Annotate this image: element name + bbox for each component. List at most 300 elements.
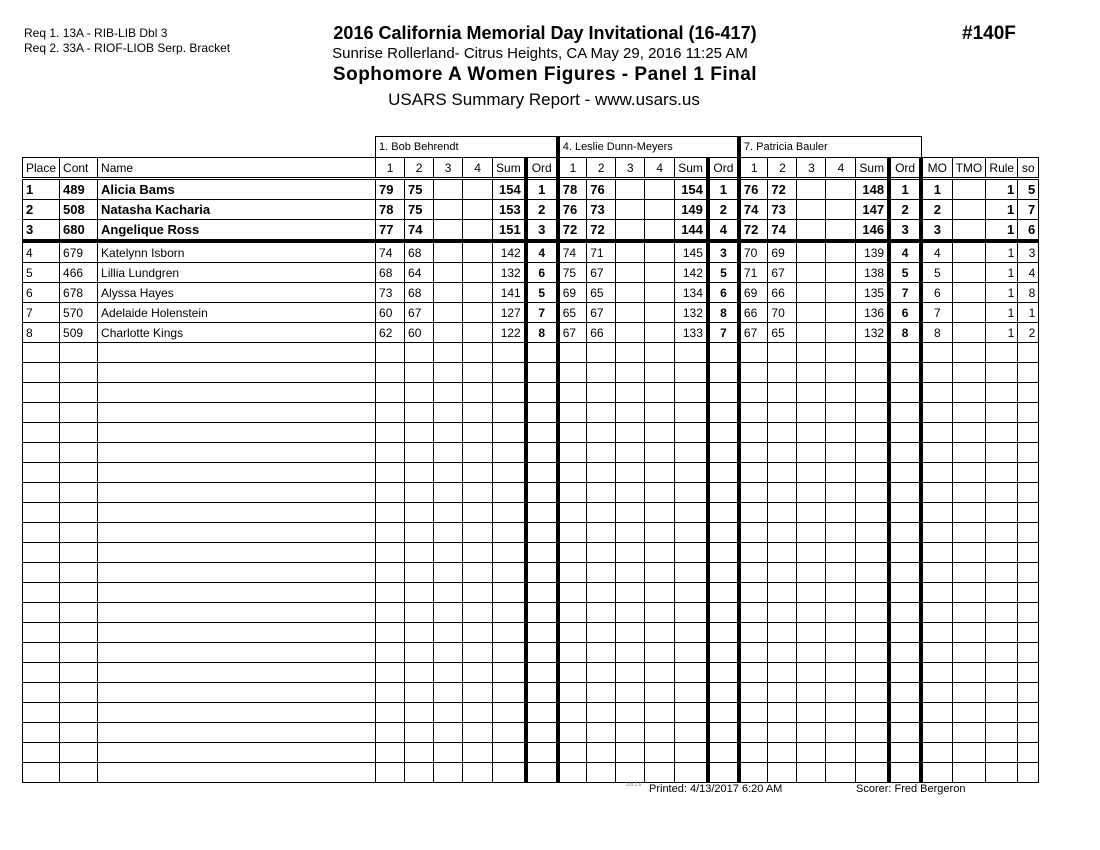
empty-cell bbox=[463, 383, 493, 403]
empty-cell bbox=[616, 423, 645, 443]
empty-cell bbox=[23, 743, 60, 763]
empty-cell bbox=[376, 663, 405, 683]
empty-cell bbox=[889, 683, 921, 703]
empty-cell bbox=[739, 343, 768, 363]
requirement-1: Req 1. 13A - RIB-LIB Dbl 3 bbox=[24, 26, 168, 40]
empty-cell bbox=[463, 343, 493, 363]
rule: 1 bbox=[986, 200, 1018, 220]
empty-cell bbox=[797, 523, 826, 543]
majority-ordinal: 3 bbox=[921, 220, 952, 242]
empty-cell bbox=[434, 703, 463, 723]
empty-cell bbox=[889, 643, 921, 663]
empty-cell bbox=[889, 383, 921, 403]
j2-sum: 134 bbox=[675, 283, 708, 303]
empty-cell bbox=[645, 663, 675, 683]
j1-ordinal: 5 bbox=[526, 283, 558, 303]
empty-cell bbox=[675, 343, 708, 363]
empty-cell bbox=[493, 343, 526, 363]
judge-3-name: 7. Patricia Bauler bbox=[739, 137, 921, 158]
empty-cell bbox=[797, 603, 826, 623]
empty-cell bbox=[675, 383, 708, 403]
empty-cell bbox=[98, 583, 376, 603]
empty-cell bbox=[986, 523, 1018, 543]
empty-cell bbox=[768, 383, 797, 403]
empty-cell bbox=[405, 463, 434, 483]
empty-cell bbox=[739, 503, 768, 523]
empty-cell bbox=[675, 423, 708, 443]
j1-score-4 bbox=[463, 179, 493, 200]
empty-cell bbox=[708, 523, 739, 543]
contestant-number: 678 bbox=[60, 283, 98, 303]
j3-sum: 132 bbox=[856, 323, 889, 343]
empty-cell bbox=[797, 663, 826, 683]
column-header-1: 1 bbox=[558, 158, 587, 179]
empty-cell bbox=[376, 443, 405, 463]
empty-cell bbox=[952, 483, 986, 503]
j1-score-3 bbox=[434, 323, 463, 343]
j2-score-2: 71 bbox=[587, 241, 616, 263]
empty-cell bbox=[739, 643, 768, 663]
empty-cell bbox=[616, 543, 645, 563]
j3-score-3 bbox=[797, 241, 826, 263]
total-majority-ordinal bbox=[952, 220, 986, 242]
empty-cell bbox=[986, 743, 1018, 763]
j3-sum: 146 bbox=[856, 220, 889, 242]
empty-cell bbox=[493, 703, 526, 723]
empty-cell bbox=[645, 543, 675, 563]
empty-cell bbox=[493, 583, 526, 603]
empty-cell bbox=[797, 503, 826, 523]
empty-cell bbox=[986, 543, 1018, 563]
j3-score-4 bbox=[826, 283, 856, 303]
empty-cell bbox=[60, 623, 98, 643]
empty-cell bbox=[768, 643, 797, 663]
empty-cell bbox=[558, 503, 587, 523]
empty-cell bbox=[797, 723, 826, 743]
j2-score-3 bbox=[616, 241, 645, 263]
j1-sum: 122 bbox=[493, 323, 526, 343]
empty-cell bbox=[493, 463, 526, 483]
empty-cell bbox=[645, 603, 675, 623]
empty-cell bbox=[986, 363, 1018, 383]
empty-cell bbox=[558, 443, 587, 463]
j3-ordinal: 8 bbox=[889, 323, 921, 343]
empty-cell bbox=[98, 443, 376, 463]
j2-score-3 bbox=[616, 179, 645, 200]
empty-cell bbox=[768, 483, 797, 503]
empty-cell bbox=[493, 663, 526, 683]
empty-cell bbox=[616, 443, 645, 463]
column-header-3: 3 bbox=[616, 158, 645, 179]
empty-cell bbox=[376, 423, 405, 443]
empty-cell bbox=[826, 623, 856, 643]
place: 2 bbox=[23, 200, 60, 220]
j3-score-2: 67 bbox=[768, 263, 797, 283]
empty-cell bbox=[675, 543, 708, 563]
column-header-place: Place bbox=[23, 158, 60, 179]
j1-ordinal: 4 bbox=[526, 241, 558, 263]
empty-cell bbox=[645, 383, 675, 403]
empty-cell bbox=[797, 383, 826, 403]
column-header-4: 4 bbox=[463, 158, 493, 179]
j2-score-3 bbox=[616, 283, 645, 303]
j2-ordinal: 2 bbox=[708, 200, 739, 220]
empty-cell bbox=[826, 423, 856, 443]
j3-score-4 bbox=[826, 220, 856, 242]
empty-row bbox=[23, 663, 1039, 683]
empty-cell bbox=[889, 443, 921, 463]
j2-score-1: 72 bbox=[558, 220, 587, 242]
empty-cell bbox=[558, 723, 587, 743]
empty-cell bbox=[708, 463, 739, 483]
empty-cell bbox=[376, 763, 405, 783]
empty-cell bbox=[739, 743, 768, 763]
empty-cell bbox=[708, 743, 739, 763]
empty-cell bbox=[434, 423, 463, 443]
empty-cell bbox=[405, 423, 434, 443]
empty-cell bbox=[826, 683, 856, 703]
empty-cell bbox=[463, 583, 493, 603]
empty-cell bbox=[856, 603, 889, 623]
empty-cell bbox=[587, 743, 616, 763]
empty-cell bbox=[739, 583, 768, 603]
empty-cell bbox=[952, 503, 986, 523]
empty-cell bbox=[708, 363, 739, 383]
empty-cell bbox=[797, 443, 826, 463]
empty-cell bbox=[708, 643, 739, 663]
empty-cell bbox=[587, 503, 616, 523]
empty-cell bbox=[856, 343, 889, 363]
j3-score-2: 65 bbox=[768, 323, 797, 343]
j3-ordinal: 4 bbox=[889, 241, 921, 263]
empty-cell bbox=[434, 643, 463, 663]
empty-cell bbox=[463, 543, 493, 563]
empty-cell bbox=[376, 703, 405, 723]
empty-cell bbox=[23, 603, 60, 623]
competition-title: 2016 California Memorial Day Invitational (16-417) bbox=[333, 23, 757, 43]
empty-cell bbox=[405, 483, 434, 503]
empty-cell bbox=[675, 763, 708, 783]
empty-row bbox=[23, 403, 1039, 423]
contestant-number: 509 bbox=[60, 323, 98, 343]
j3-score-4 bbox=[826, 263, 856, 283]
empty-cell bbox=[797, 343, 826, 363]
empty-cell bbox=[616, 643, 645, 663]
place: 3 bbox=[23, 220, 60, 242]
empty-row bbox=[23, 643, 1039, 663]
j1-score-4 bbox=[463, 241, 493, 263]
column-header-3: 3 bbox=[434, 158, 463, 179]
empty-cell bbox=[889, 723, 921, 743]
j3-ordinal: 6 bbox=[889, 303, 921, 323]
rule: 1 bbox=[986, 220, 1018, 242]
empty-cell bbox=[463, 603, 493, 623]
empty-cell bbox=[558, 583, 587, 603]
empty-cell bbox=[60, 523, 98, 543]
j1-score-1: 79 bbox=[376, 179, 405, 200]
empty-cell bbox=[797, 743, 826, 763]
empty-cell bbox=[616, 623, 645, 643]
empty-cell bbox=[826, 383, 856, 403]
judge-1-name: 1. Bob Behrendt bbox=[376, 137, 558, 158]
empty-cell bbox=[921, 663, 952, 683]
empty-cell bbox=[60, 443, 98, 463]
empty-cell bbox=[797, 683, 826, 703]
empty-cell bbox=[98, 743, 376, 763]
j2-sum: 154 bbox=[675, 179, 708, 200]
empty-cell bbox=[768, 723, 797, 743]
empty-cell bbox=[98, 423, 376, 443]
j1-ordinal: 2 bbox=[526, 200, 558, 220]
empty-row bbox=[23, 343, 1039, 363]
empty-cell bbox=[826, 643, 856, 663]
j3-ordinal: 5 bbox=[889, 263, 921, 283]
empty-cell bbox=[826, 363, 856, 383]
empty-cell bbox=[23, 363, 60, 383]
j1-score-4 bbox=[463, 303, 493, 323]
j2-ordinal: 1 bbox=[708, 179, 739, 200]
empty-cell bbox=[921, 543, 952, 563]
empty-cell bbox=[1018, 503, 1039, 523]
empty-cell bbox=[675, 483, 708, 503]
empty-cell bbox=[675, 463, 708, 483]
empty-cell bbox=[645, 483, 675, 503]
empty-cell bbox=[768, 563, 797, 583]
empty-cell bbox=[23, 483, 60, 503]
j1-sum: 141 bbox=[493, 283, 526, 303]
empty-cell bbox=[739, 523, 768, 543]
judge-header-row bbox=[23, 137, 1039, 158]
j3-sum: 148 bbox=[856, 179, 889, 200]
rule: 1 bbox=[986, 283, 1018, 303]
empty-cell bbox=[1018, 603, 1039, 623]
spacer bbox=[921, 137, 1039, 158]
empty-cell bbox=[952, 343, 986, 363]
empty-cell bbox=[23, 623, 60, 643]
column-header-ord: Ord bbox=[526, 158, 558, 179]
empty-cell bbox=[768, 603, 797, 623]
empty-cell bbox=[463, 523, 493, 543]
j3-ordinal: 1 bbox=[889, 179, 921, 200]
empty-cell bbox=[558, 523, 587, 543]
empty-cell bbox=[797, 643, 826, 663]
empty-cell bbox=[526, 483, 558, 503]
empty-cell bbox=[768, 343, 797, 363]
j1-score-1: 74 bbox=[376, 241, 405, 263]
empty-cell bbox=[60, 743, 98, 763]
j2-score-1: 65 bbox=[558, 303, 587, 323]
empty-cell bbox=[587, 603, 616, 623]
empty-cell bbox=[587, 443, 616, 463]
empty-cell bbox=[1018, 583, 1039, 603]
empty-cell bbox=[889, 743, 921, 763]
empty-cell bbox=[23, 503, 60, 523]
empty-cell bbox=[986, 463, 1018, 483]
column-header-2: 2 bbox=[587, 158, 616, 179]
empty-cell bbox=[826, 583, 856, 603]
empty-cell bbox=[405, 723, 434, 743]
empty-cell bbox=[376, 543, 405, 563]
empty-cell bbox=[526, 423, 558, 443]
j2-sum: 132 bbox=[675, 303, 708, 323]
empty-cell bbox=[768, 583, 797, 603]
empty-cell bbox=[376, 463, 405, 483]
column-header-2: 2 bbox=[405, 158, 434, 179]
j1-score-1: 77 bbox=[376, 220, 405, 242]
j1-score-2: 75 bbox=[405, 179, 434, 200]
empty-cell bbox=[768, 423, 797, 443]
empty-cell bbox=[493, 643, 526, 663]
empty-cell bbox=[405, 643, 434, 663]
table-row bbox=[23, 179, 1039, 200]
empty-cell bbox=[60, 643, 98, 663]
empty-cell bbox=[23, 403, 60, 423]
j1-sum: 132 bbox=[493, 263, 526, 283]
j2-score-4 bbox=[645, 323, 675, 343]
empty-cell bbox=[526, 603, 558, 623]
empty-cell bbox=[889, 423, 921, 443]
empty-cell bbox=[826, 463, 856, 483]
empty-cell bbox=[587, 643, 616, 663]
empty-cell bbox=[463, 663, 493, 683]
empty-cell bbox=[1018, 683, 1039, 703]
j3-score-2: 70 bbox=[768, 303, 797, 323]
event-title: Sophomore A Women Figures - Panel 1 Final bbox=[332, 64, 758, 85]
empty-cell bbox=[405, 583, 434, 603]
empty-cell bbox=[60, 663, 98, 683]
empty-cell bbox=[376, 343, 405, 363]
j1-score-2: 74 bbox=[405, 220, 434, 242]
empty-cell bbox=[921, 443, 952, 463]
empty-cell bbox=[23, 463, 60, 483]
empty-cell bbox=[558, 363, 587, 383]
empty-cell bbox=[889, 543, 921, 563]
j1-score-3 bbox=[434, 263, 463, 283]
empty-cell bbox=[558, 563, 587, 583]
column-header-4: 4 bbox=[826, 158, 856, 179]
empty-cell bbox=[376, 603, 405, 623]
empty-cell bbox=[60, 703, 98, 723]
empty-cell bbox=[587, 623, 616, 643]
empty-cell bbox=[645, 723, 675, 743]
empty-cell bbox=[1018, 743, 1039, 763]
empty-cell bbox=[856, 383, 889, 403]
empty-cell bbox=[526, 543, 558, 563]
empty-cell bbox=[98, 343, 376, 363]
empty-cell bbox=[645, 583, 675, 603]
empty-cell bbox=[708, 703, 739, 723]
j1-score-1: 60 bbox=[376, 303, 405, 323]
total-majority-ordinal bbox=[952, 303, 986, 323]
empty-cell bbox=[558, 623, 587, 643]
j1-ordinal: 1 bbox=[526, 179, 558, 200]
empty-cell bbox=[526, 643, 558, 663]
empty-cell bbox=[463, 703, 493, 723]
empty-cell bbox=[889, 343, 921, 363]
empty-cell bbox=[616, 723, 645, 743]
empty-cell bbox=[675, 663, 708, 683]
empty-cell bbox=[739, 603, 768, 623]
empty-row bbox=[23, 543, 1039, 563]
empty-cell bbox=[952, 623, 986, 643]
empty-cell bbox=[921, 743, 952, 763]
j2-score-4 bbox=[645, 303, 675, 323]
j2-score-2: 67 bbox=[587, 303, 616, 323]
j2-score-3 bbox=[616, 323, 645, 343]
empty-cell bbox=[708, 603, 739, 623]
empty-cell bbox=[768, 443, 797, 463]
empty-cell bbox=[797, 463, 826, 483]
empty-cell bbox=[856, 623, 889, 643]
empty-cell bbox=[739, 763, 768, 783]
j2-score-3 bbox=[616, 263, 645, 283]
empty-cell bbox=[952, 463, 986, 483]
empty-cell bbox=[856, 483, 889, 503]
empty-cell bbox=[60, 543, 98, 563]
judge-2-name: 4. Leslie Dunn-Meyers bbox=[558, 137, 739, 158]
empty-cell bbox=[526, 403, 558, 423]
j2-score-1: 69 bbox=[558, 283, 587, 303]
column-header-ord: Ord bbox=[708, 158, 739, 179]
empty-cell bbox=[739, 683, 768, 703]
empty-cell bbox=[826, 443, 856, 463]
spacer bbox=[23, 137, 376, 158]
empty-cell bbox=[739, 723, 768, 743]
empty-cell bbox=[708, 683, 739, 703]
empty-cell bbox=[708, 623, 739, 643]
j2-score-1: 74 bbox=[558, 241, 587, 263]
empty-cell bbox=[23, 543, 60, 563]
empty-cell bbox=[889, 603, 921, 623]
empty-cell bbox=[434, 343, 463, 363]
empty-cell bbox=[889, 583, 921, 603]
j2-score-1: 76 bbox=[558, 200, 587, 220]
empty-cell bbox=[1018, 763, 1039, 783]
empty-cell bbox=[434, 583, 463, 603]
empty-cell bbox=[60, 683, 98, 703]
j3-score-1: 74 bbox=[739, 200, 768, 220]
empty-cell bbox=[921, 523, 952, 543]
majority-ordinal: 2 bbox=[921, 200, 952, 220]
column-header-ord: Ord bbox=[889, 158, 921, 179]
empty-cell bbox=[60, 423, 98, 443]
rule: 1 bbox=[986, 241, 1018, 263]
majority-ordinal: 7 bbox=[921, 303, 952, 323]
empty-cell bbox=[405, 523, 434, 543]
empty-cell bbox=[708, 763, 739, 783]
j2-score-4 bbox=[645, 179, 675, 200]
j3-score-2: 74 bbox=[768, 220, 797, 242]
empty-cell bbox=[826, 503, 856, 523]
j3-sum: 147 bbox=[856, 200, 889, 220]
empty-cell bbox=[826, 743, 856, 763]
empty-cell bbox=[889, 763, 921, 783]
j1-score-3 bbox=[434, 283, 463, 303]
empty-cell bbox=[708, 503, 739, 523]
empty-cell bbox=[616, 503, 645, 523]
empty-cell bbox=[587, 543, 616, 563]
empty-cell bbox=[558, 423, 587, 443]
j1-sum: 142 bbox=[493, 241, 526, 263]
empty-cell bbox=[558, 663, 587, 683]
empty-cell bbox=[826, 403, 856, 423]
j1-score-4 bbox=[463, 263, 493, 283]
skate-order: 7 bbox=[1018, 200, 1039, 220]
empty-cell bbox=[856, 463, 889, 483]
empty-cell bbox=[587, 703, 616, 723]
j3-score-1: 70 bbox=[739, 241, 768, 263]
j2-score-1: 78 bbox=[558, 179, 587, 200]
